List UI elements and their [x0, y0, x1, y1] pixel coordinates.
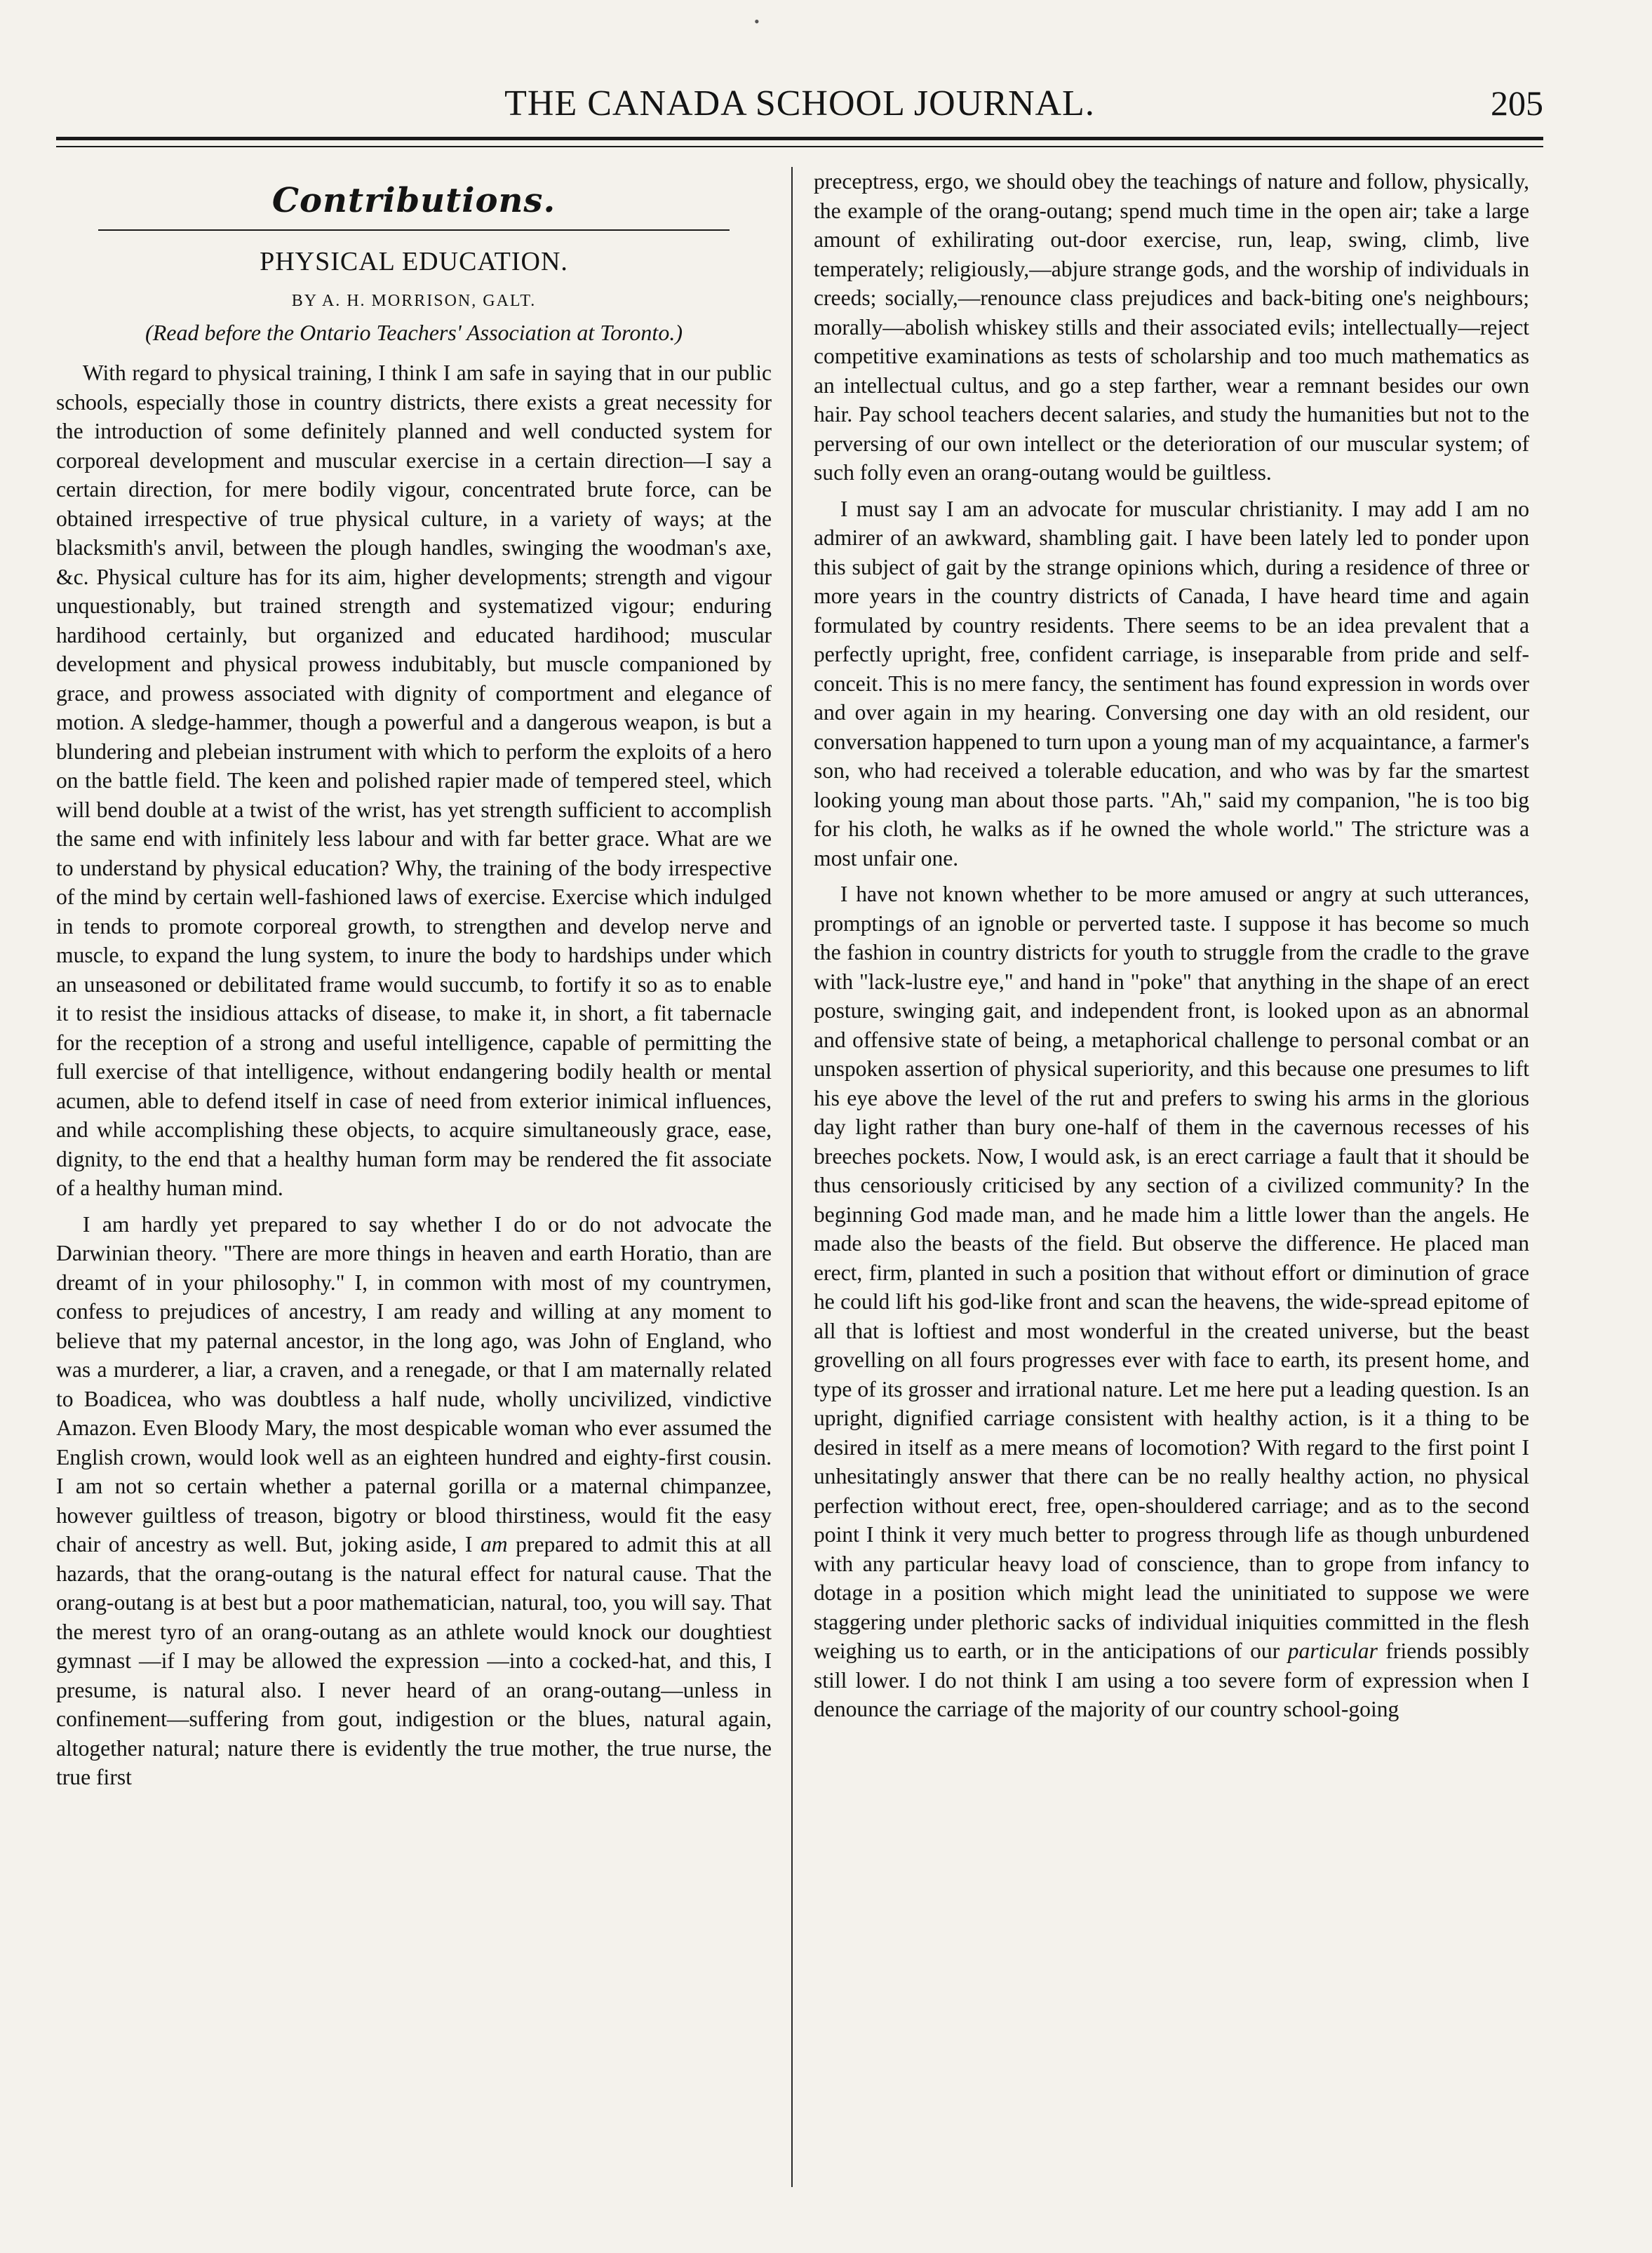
- paragraph: With regard to physical training, I think I am safe in saying that in our public schools, especially those in country districts, there exists a great necessity for the introduction of some definitely planned and well conducted system for corporeal development and muscular exercise in a certain direction—I say a certain direction, for mere bodily vigour, concentrated brute force, can be obtained irrespective of true physical culture, in a variety of ways; at the blacksmith's anvil, between the plough handles, swinging the woodman's axe, &c. Physical culture has for its aim, higher developments; strength and vigour unquestionably, but trained strength and systematized vigour; enduring hardihood certainly, but organized and educated hardihood; muscular development and physical prowess indubitably, but muscle companioned by grace, and prowess associated with dignity of comportment and elegance of motion. A sledge-hammer, though a powerful and a dangerous weapon, is but a blundering and plebeian instrument with which to perform the exploits of a hero on the battle field. The keen and polished rapier made of tempered steel, which will bend double at a twist of the wrist, has yet strength sufficient to accomplish the same end with infinitely less labour and with far better grace. What are we to understand by physical education? Why, the training of the body irrespective of the mind by certain well-fashioned laws of exercise. Exercise which indulged in tends to promote corporeal growth, to strengthen and develop nerve and muscle, to expand the lung system, to inure the body to hardships under which an unseasoned or debilitated frame would succumb, to fortify it so as to enable it to resist the insidious attacks of disease, to make it, in short, a fit tabernacle for the reception of a strong and useful intelligence, capable of permitting the full exercise of that intelligence, without endangering bodily health or mental acumen, able to defend itself in case of need from exterior inimical influences, and while accomplishing these objects, to acquire simultaneously grace, ease, dignity, to the end that a healthy human form may be rendered the fit associate of a healthy human mind.: [56, 361, 772, 1201]
- article-read-note: (Read before the Ontario Teachers' Association at Toronto.): [145, 319, 683, 345]
- emphasis-text: am: [480, 1532, 508, 1557]
- paragraph-text: prepared to admit this at all hazards, that the orang-outang is the natural effect for natural cause. That the orang-outang is at best but a poor mathematician, natural, too, you will say. That the merest tyro of an orang-outang as an athlete would knock our doughtiest gymnast —if I may be allowed the expression —into a cocked-hat, and this, I presume, is natural also. I never heard of an orang-outang—unless in confinement—suffering from gout, indigestion or the blues, natural again, altogether natural; nature there is evidently the true mother, the true nurse, the true first: [56, 1532, 772, 1790]
- paragraph-text: friends possibly still lower. I do not think I am using a too severe form of expression when I denounce the carriage of the majority of our country school-going: [814, 1639, 1529, 1721]
- header-rule-thick: [56, 137, 1543, 140]
- emphasis-text: particular: [1287, 1639, 1378, 1663]
- left-column: [56, 167, 772, 2187]
- article-title: PHYSICAL EDUCATION.: [260, 246, 568, 276]
- masthead: [56, 42, 1543, 123]
- section-heading: Contributions.: [271, 181, 556, 220]
- article-byline: BY A. H. MORRISON, GALT.: [291, 292, 537, 311]
- journal-title: THE CANADA SCHOOL JOURNAL.: [504, 83, 1095, 123]
- paragraph-continued: preceptress, ergo, we should obey the teachings of nature and follow, physically, the example of the orang-outang; spend much time in the open air; take a large amount of exhilirating out-door exercise, run, leap, swing, climb, live temperately; religiously,—abjure strange gods, and the worship of individuals in creeds; socially,—renounce class prejudices and back-biting one's neighbours; morally—abolish whiskey stills and their associated evils; intellectually—reject competitive examinations as tests of scholarship and too much mathematics as an intellectual cultus, and go a step farther, wear a remnant besides our own hair. Pay school teachers decent salaries, and study the humanities but not to the perversing of our own intellect or the deterioration of our muscular system; of such folly even an orang-outang would be guiltless.: [814, 169, 1529, 485]
- paragraph: I must say I am an advocate for muscular christianity. I may add I am no admirer of an awkward, shambling gait. I have been lately led to ponder upon this subject of gait by the strange opinions which, during a residence of three or more years in the country districts of Canada, I have heard time and again formulated by country residents. There seems to be an idea prevalent that a perfectly upright, free, confident carriage, is inseparable from pride and self-conceit. This is no mere fancy, the sentiment has found expression in words over and over again in my hearing. Conversing one day with an old resident, our conversation happened to turn upon a young man of my acquaintance, a farmer's son, who had received a tolerable education, and who was by far the smartest looking young man about those parts. "Ah," said my companion, "he is too big for his cloth, he walks as if he owned the whole world." The stricture was a most unfair one.: [814, 496, 1529, 870]
- paragraph: [56, 1210, 772, 1792]
- header-rule-thin: [56, 146, 1543, 147]
- right-column: [814, 167, 1529, 2187]
- paragraph-text: I am hardly yet prepared to say whether I do or do not advocate the Darwinian theory. "There are more things in heaven and earth Horatio, than are dreamt of in your philosophy." I, in common with most of my countrymen, confess to prejudices of ancestry, I am ready and willing at any moment to believe that my paternal ancestor, in the long ago, was John of England, who was a murderer, a liar, a craven, and a renegade, or that I am maternally related to Boadicea, who was doubtless a half nude, wholly uncivilized, vindictive Amazon. Even Bloody Mary, the most despicable woman who ever assumed the English crown, would look well as an eighteen hundred and eighty-first cousin. I am not so certain whether a paternal gorilla or a maternal chimpanzee, however guiltless of treason, bigotry or blood thirstiness, would fit the easy chair of ancestry as well. But, joking aside, I: [56, 1211, 772, 1557]
- column-divider: [791, 167, 793, 2187]
- section-heading-rule: [98, 229, 730, 231]
- paragraph-text: I have not known whether to be more amused or angry at such utterances, promptings of an ignoble or perverted taste. I suppose it has become so much the fashion in country districts for youth to struggle from the cradle to the grave with "lack-lustre eye," and hand in "poke" that anything in the shape of an erect posture, swinging gait, and independent front, is looked upon as an abnormal and offensive state of being, a metaphorical challenge to personal combat or an unspoken assertion of physical superiority, and this because one presumes to lift his eye above the level of the rut and prefers to swing his arms in the glorious day light rather than bury one-half of them in the cavernous recesses of his breeches pockets. Now, I would ask, is an erect carriage a fault that it should be thus censoriously criticised by any section of a civilized community? In the beginning God made man, and he made him a little lower than the angels. He made also the beasts of the field. But observe the difference. He placed man erect, firm, planted in such a position that without effort or diminution of grace he could lift his god-like front and scan the heavens, the wide-spread epitome of all that is loftiest and most wonderful in the created universe, but the beast grovelling on all fours progresses ever with face to earth, its present home, and type of its grosser and irrational nature. Let me here put a leading question. Is an upright, dignified carriage consistent with healthy action, is it a thing to be desired in itself as a mere means of locomotion? With regard to the first point I unhesitatingly answer that there can be no really healthy action, no physical perfection without erect, free, open-shouldered carriage; and as to the second point I think it very much better to progress through life as though unburdened with any particular heavy load of conscience, than to grope from infancy to dotage in a position which might lead the uninitiated to suppose we were staggering under plethoric sacks of individual iniquities committed in the flesh weighing us to earth, or in the anticipations of our: [814, 882, 1529, 1663]
- top-page-mark: •: [754, 13, 760, 30]
- paragraph: [814, 880, 1529, 1724]
- journal-page: [56, 42, 1543, 2210]
- page-number: 205: [1491, 83, 1543, 123]
